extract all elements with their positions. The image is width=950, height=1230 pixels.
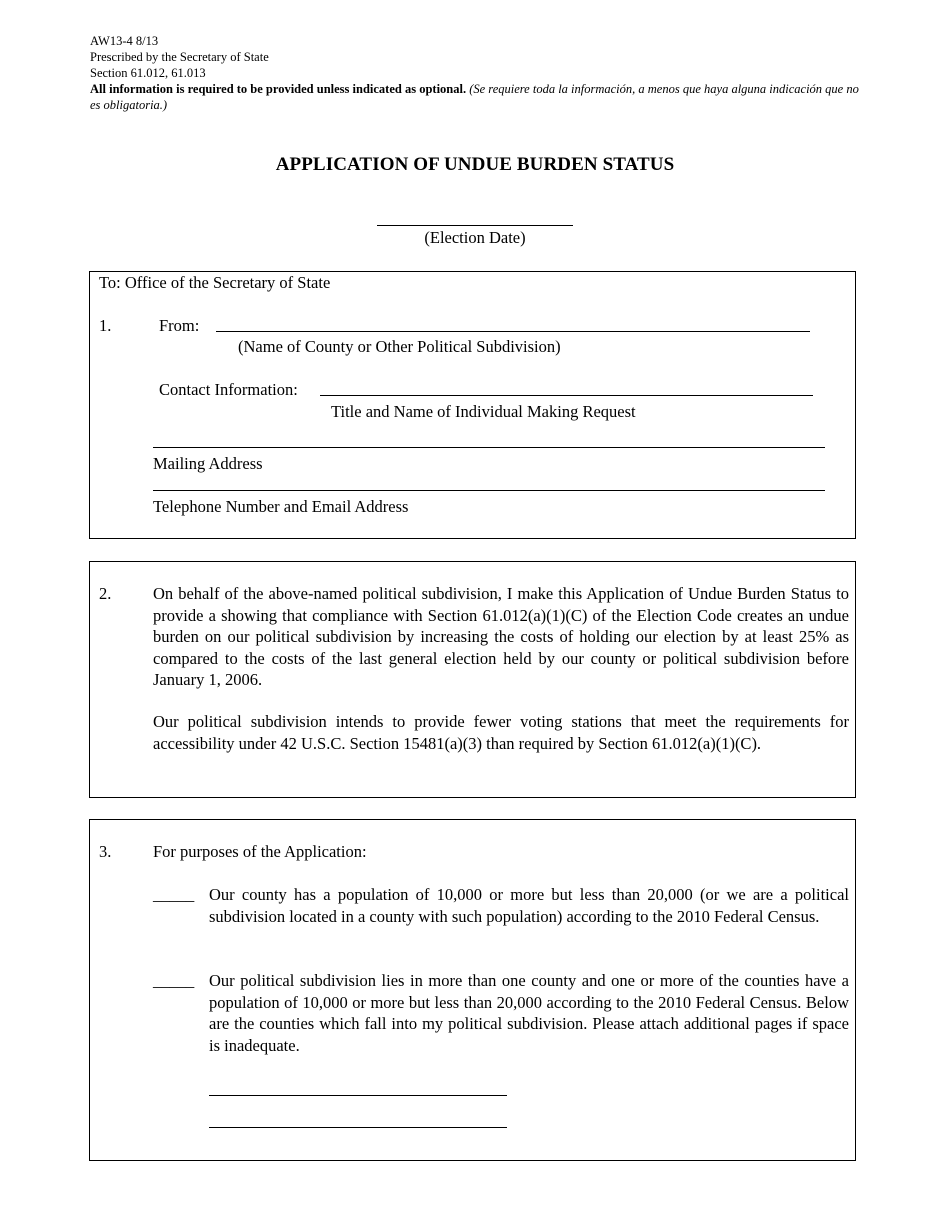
required-notice-english: All information is required to be provided unless indicated as optional.	[90, 82, 467, 96]
required-notice	[90, 81, 860, 113]
option-2-checkbox-blank[interactable]: _____	[153, 971, 195, 990]
mailing-address-caption: Mailing Address	[153, 454, 263, 473]
statute-section: Section 61.012, 61.013	[90, 66, 206, 80]
section-2-box	[89, 561, 856, 798]
from-label: From:	[159, 316, 200, 335]
option-1-text	[209, 884, 849, 927]
mailing-address-field[interactable]	[153, 446, 825, 448]
from-caption: (Name of County or Other Political Subdivision)	[238, 337, 561, 356]
form-number: AW13-4 8/13	[90, 34, 159, 48]
option-2-label: Our political subdivision lies in more than one county and one or more of the counties have a population of 10,000 or more but less than 20,000 according to the 2010 Federal Census. Below are the counties which fall into my political subdivision. Please attach additional pages if space is inadequate.	[209, 971, 849, 1055]
option-2-text	[209, 970, 849, 1056]
contact-caption: Title and Name of Individual Making Request	[331, 402, 636, 421]
from-field[interactable]	[216, 330, 810, 332]
election-date-field[interactable]	[377, 210, 573, 226]
section-2-paragraph-2: Our political subdivision intends to provide fewer voting stations that meet the requirements for accessibility under 42 U.S.C. Section 15481(a)(3) than required by Section 61.012(a)(1)(C).	[153, 712, 849, 753]
section-2-paragraph-1: On behalf of the above-named political subdivision, I make this Application of Undue Burden Status to provide a showing that compliance with Section 61.012(a)(1)(C) of the Election Code creates an undue burden on our political subdivision by increasing the costs of holding our election by at least 25% as compared to the costs of the last general election held by our county or political subdivision before January 1, 2006.	[153, 584, 849, 689]
phone-email-field[interactable]	[153, 489, 825, 491]
election-date-label: (Election Date)	[424, 228, 526, 247]
contact-label: Contact Information:	[159, 380, 298, 399]
section-3-box	[89, 819, 856, 1161]
prescribed-by: Prescribed by the Secretary of State	[90, 50, 269, 64]
county-field-2[interactable]	[209, 1126, 507, 1128]
section-2-number: 2.	[99, 584, 112, 603]
section-1-number: 1.	[99, 316, 112, 335]
section-3-number: 3.	[99, 842, 112, 861]
phone-email-caption: Telephone Number and Email Address	[153, 497, 409, 516]
county-field-1[interactable]	[209, 1094, 507, 1096]
option-1-checkbox-blank[interactable]: _____	[153, 885, 195, 904]
section-3-intro: For purposes of the Application:	[153, 842, 367, 861]
to-line: To: Office of the Secretary of State	[99, 273, 331, 292]
contact-field[interactable]	[320, 394, 813, 396]
section-1-box	[89, 271, 856, 539]
form-header	[90, 33, 860, 113]
page-title: APPLICATION OF UNDUE BURDEN STATUS	[275, 154, 675, 175]
option-1-label: Our county has a population of 10,000 or more but less than 20,000 (or we are a political subdivision located in a county with such population) according to the 2010 Federal Census.	[209, 885, 849, 926]
required-notice-spanish: (Se requiere toda la información, a menos que haya alguna indicación que no es obligatoria.)	[90, 82, 859, 112]
